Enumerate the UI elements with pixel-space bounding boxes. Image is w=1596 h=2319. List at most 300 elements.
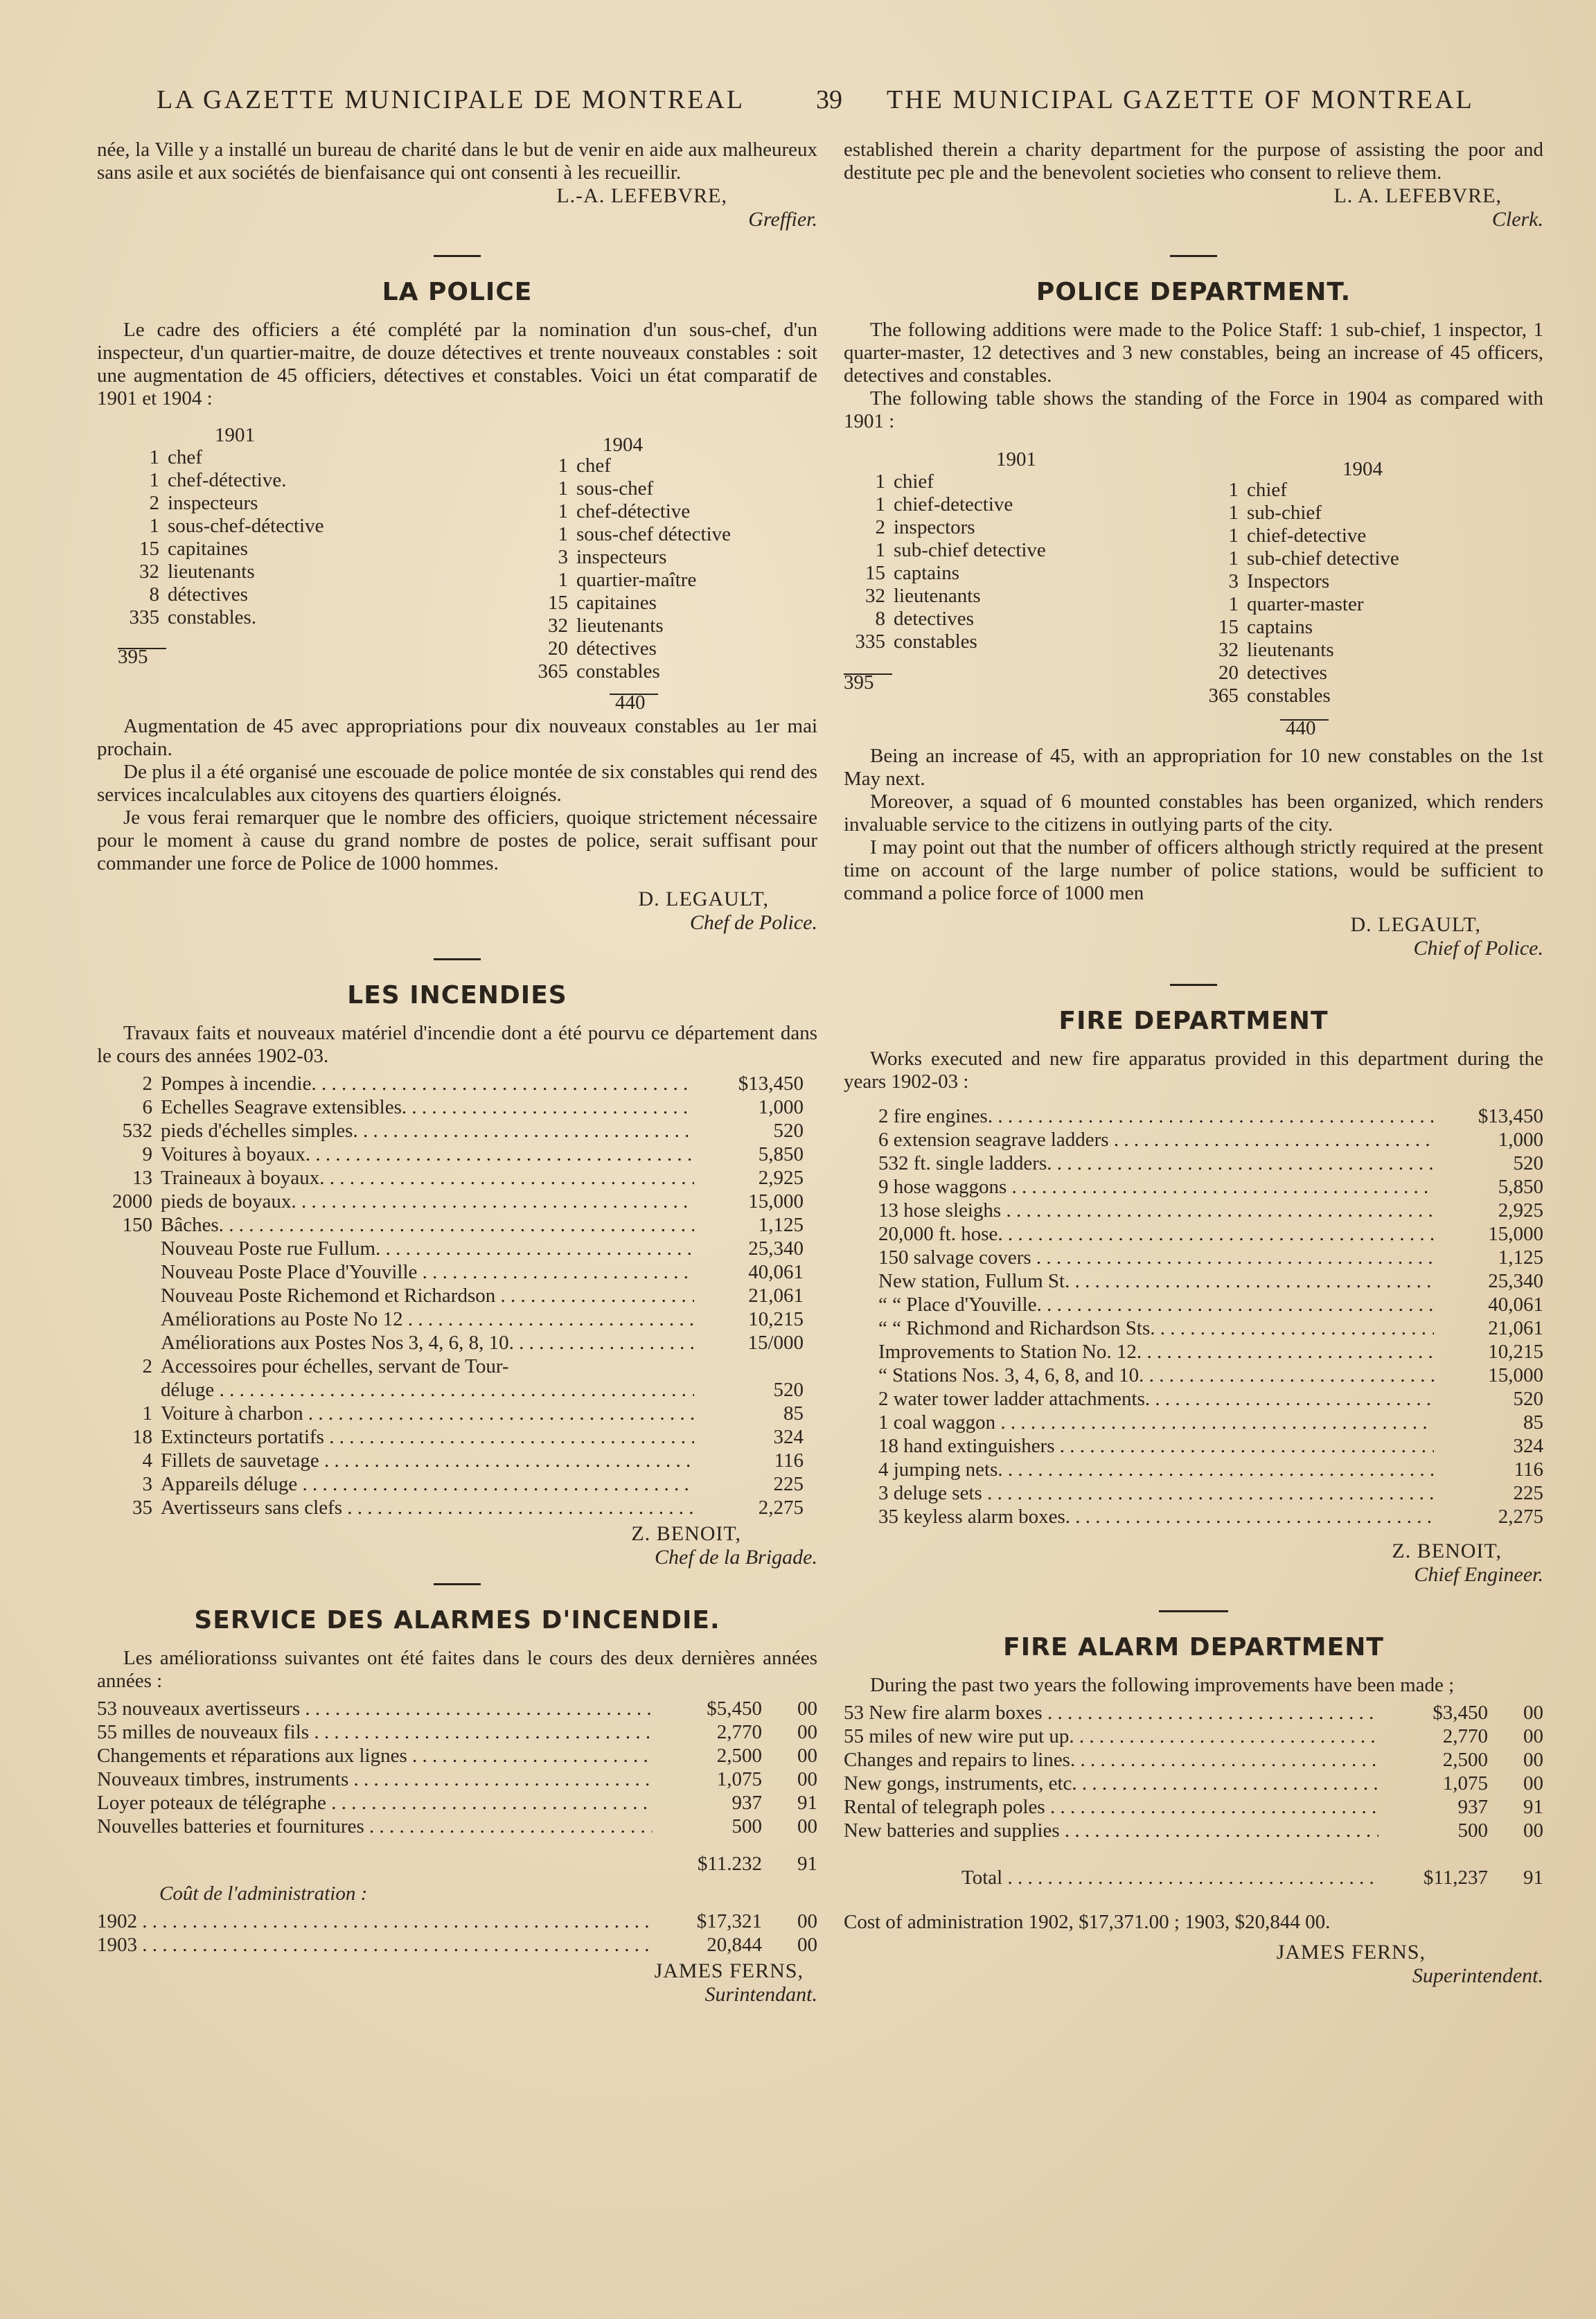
item-amount: 520: [1513, 1152, 1543, 1174]
item-description: Nouvelles batteries et fournitures . . .: [97, 1815, 653, 1838]
alarm-total-row: [97, 1852, 817, 1876]
roster-row: [1190, 479, 1399, 502]
item-amount: 2,925: [1498, 1199, 1543, 1222]
item-description: 532 ft. single ladders. . . .: [878, 1152, 1434, 1175]
item-cents: 00: [797, 1721, 817, 1743]
item-cents: 00: [1523, 1702, 1543, 1724]
english-title: THE MUNICIPAL GAZETTE OF MONTREAL: [887, 85, 1474, 114]
item-amount: 20,844: [707, 1934, 762, 1956]
roster-rank: inspecteurs: [168, 492, 258, 514]
roster-count: 32: [1218, 639, 1239, 661]
ledger-row: [844, 1701, 1543, 1725]
item-description: Pompes à incendie. . . .: [161, 1072, 694, 1095]
roster-count: 15: [865, 562, 885, 584]
roster-row: [844, 493, 1046, 516]
item-description: New gongs, instruments, etc. . . .: [844, 1772, 1378, 1795]
roster-rank: lieutenants: [168, 561, 255, 583]
roster-rank: sous-chef: [576, 477, 654, 500]
roster-row: [844, 631, 1046, 653]
signature: [97, 1959, 817, 2007]
ledger-row: [844, 1748, 1543, 1772]
ledger-row: [97, 1767, 817, 1791]
roster-rank: capitaines: [168, 538, 248, 560]
item-description: 6 extension seagrave ladders . . .: [878, 1128, 1434, 1152]
signature-role: Surintendant.: [704, 1983, 817, 2006]
item-cents: 00: [797, 1698, 817, 1720]
ledger-row: [844, 1795, 1543, 1819]
ledger-row: [97, 1815, 817, 1838]
roster-rank: détectives: [168, 583, 248, 606]
item-description: Bâches. . . .: [161, 1213, 694, 1237]
signature: [844, 1540, 1543, 1587]
roster-row: [520, 569, 731, 592]
alarm-paragraph: During the past two years the following improvements have been made ;: [870, 1674, 1455, 1696]
item-amount: 85: [783, 1402, 804, 1425]
item-amount: 10,215: [1488, 1341, 1543, 1363]
roster-rank: capitaines: [576, 592, 657, 614]
item-amount: $3,450: [1433, 1702, 1488, 1724]
ledger-row: [97, 1355, 804, 1378]
roster-rank: quartier-maître: [576, 569, 697, 591]
item-quantity: 6: [142, 1096, 152, 1118]
signature-name: JAMES FERNS,: [654, 1959, 804, 1982]
item-quantity: 2000: [112, 1190, 152, 1213]
roster-count: 32: [548, 615, 568, 637]
item-amount: $17,321: [696, 1910, 762, 1932]
police-paragraph: Je vous ferai remarquer que le nombre des officiers, quoique strictement nécessaire pour le moment à cause du grand nombre de postes de police, serait suffisant pour commander une force de Police de 1000 hommes.: [97, 806, 817, 874]
item-description: 13 hose sleighs . . .: [878, 1199, 1434, 1222]
roster-row: [520, 592, 731, 615]
roster-count: 3: [1228, 570, 1239, 592]
item-amount: 2,275: [758, 1497, 804, 1519]
item-amount: 1,125: [758, 1214, 804, 1236]
item-description: Nouveau Poste rue Fullum. . . .: [161, 1237, 694, 1260]
roster-rank: chef: [168, 446, 202, 468]
item-quantity: 532: [122, 1120, 152, 1142]
item-amount: 1,000: [1498, 1129, 1543, 1151]
roster-count: 20: [548, 637, 568, 660]
item-quantity: 4: [142, 1449, 152, 1472]
ledger-row: [97, 1744, 817, 1767]
section-heading: FIRE ALARM DEPARTMENT: [1003, 1633, 1384, 1661]
roster-rank: chief-detective: [894, 493, 1013, 515]
item-description: Loyer poteaux de télégraphe . . .: [97, 1791, 653, 1815]
ledger-row: [97, 1307, 804, 1331]
roster-row: [118, 583, 323, 606]
item-cents: 91: [797, 1792, 817, 1814]
roster-row: [118, 515, 323, 538]
item-amount: 116: [774, 1449, 804, 1472]
ledger-row: [878, 1411, 1543, 1434]
item-description: “ “ Richmond and Richardson Sts. . . .: [878, 1316, 1434, 1340]
ledger-row: [97, 1697, 817, 1720]
roster-count: 3: [558, 546, 568, 568]
police-paragraph: The following additions were made to the Police Staff: 1 sub-chief, 1 inspector, 1 quarter-master, 12 detectives and 3 new constables, being an increase of 45 officers, detectives and constables.: [844, 319, 1543, 387]
roster-rank: chef-détective.: [168, 469, 287, 491]
item-description: 55 miles of new wire put up. . . .: [844, 1725, 1378, 1748]
ledger-row: [97, 1791, 817, 1815]
item-quantity: 2: [142, 1073, 152, 1095]
signature-role: Superintendent.: [1412, 1964, 1543, 1987]
roster-rank: captains: [894, 562, 960, 584]
roster-row: [520, 500, 731, 523]
cost-ledger: [97, 1910, 817, 1957]
item-cents: 00: [797, 1910, 817, 1932]
roster-count: 2: [875, 516, 885, 538]
ledger-row: [878, 1458, 1543, 1481]
ledger-row: [97, 1095, 804, 1119]
item-amount: 520: [773, 1379, 804, 1401]
item-description: Voiture à charbon . . .: [161, 1402, 694, 1425]
roster-count: 1: [1228, 479, 1239, 501]
item-amount: 40,061: [748, 1261, 804, 1283]
roster-row: [844, 608, 1046, 631]
roster-row: [520, 455, 731, 477]
roster-count: 365: [1208, 685, 1239, 707]
item-description: Traineaux à boyaux. . . .: [161, 1166, 694, 1190]
roster-row: [520, 615, 731, 637]
roster-count: 1: [875, 539, 885, 561]
section-heading: LA POLICE: [382, 278, 533, 306]
signature-role: Greffier.: [748, 208, 817, 231]
roster-rank: chief-detective: [1247, 524, 1367, 547]
ledger-row: [878, 1505, 1543, 1528]
roster-rank: détectives: [576, 637, 657, 660]
ledger-row: [97, 1166, 804, 1190]
roster-rank: constables: [576, 660, 660, 682]
roster-count: 1: [1228, 524, 1239, 547]
roster-rank: sub-chief: [1247, 502, 1322, 524]
roster-count: 1: [558, 569, 568, 591]
roster-rank: chef: [576, 455, 611, 477]
item-amount: 520: [1513, 1388, 1543, 1410]
total-amount: $11.232: [697, 1853, 762, 1875]
roster-table: [844, 433, 1543, 745]
item-description: 1 coal waggon . . .: [878, 1411, 1434, 1434]
ledger-row: [97, 1072, 804, 1095]
item-amount: $13,450: [738, 1073, 804, 1095]
item-amount: 2,500: [716, 1745, 762, 1767]
item-amount: 937: [1457, 1796, 1488, 1818]
ledger-row: [878, 1434, 1543, 1458]
item-description: Changes and repairs to lines. . . .: [844, 1748, 1378, 1772]
roster-count: 8: [149, 583, 159, 606]
item-amount: 2,770: [716, 1721, 762, 1743]
total-amount: $11,237: [1423, 1867, 1488, 1889]
item-quantity: 35: [132, 1497, 152, 1519]
item-quantity: 13: [132, 1167, 152, 1189]
roster-row: [844, 470, 1046, 493]
item-description: 150 salvage covers . . .: [878, 1246, 1434, 1269]
roster-rank: quarter-master: [1247, 593, 1364, 615]
item-amount: 500: [1457, 1819, 1488, 1842]
roster-row: [118, 561, 323, 583]
roster-rank: detectives: [1247, 662, 1327, 684]
item-amount: 1,125: [1498, 1246, 1543, 1269]
ledger-row: [878, 1104, 1543, 1128]
item-cents: 00: [1523, 1725, 1543, 1747]
roster-rank: constables: [1247, 685, 1331, 707]
item-description: 53 nouveaux avertisseurs . . .: [97, 1697, 653, 1720]
roster-count: 365: [538, 660, 568, 682]
item-quantity: 9: [142, 1143, 152, 1165]
ledger-row: [878, 1316, 1543, 1340]
item-description: 1903 . . .: [97, 1933, 653, 1957]
roster-table: [97, 410, 817, 715]
roster-row: [118, 492, 323, 515]
roster-total-1901: [844, 662, 892, 694]
roster-row: [1190, 570, 1399, 593]
ledger-row: [97, 1425, 804, 1449]
roster-rank: chef-détective: [576, 500, 691, 522]
fire-ledger: [97, 1072, 817, 1519]
roster-row: [520, 546, 731, 569]
roster-row: [118, 606, 323, 629]
ledger-row: [97, 1496, 804, 1519]
signature-name: JAMES FERNS,: [1276, 1941, 1426, 1964]
item-amount: 15/000: [747, 1332, 804, 1354]
ledger-row: [878, 1481, 1543, 1505]
ledger-row: [97, 1284, 804, 1307]
roster-list-1904: [1190, 479, 1399, 707]
roster-rank: lieutenants: [576, 615, 664, 637]
item-description: 18 hand extinguishers . . .: [878, 1434, 1434, 1458]
signature: [844, 184, 1543, 231]
item-amount: 15,000: [748, 1190, 804, 1213]
ledger-row: [97, 1472, 804, 1496]
item-amount: 324: [1513, 1435, 1543, 1457]
english-column: [844, 139, 1543, 1988]
item-description: Voitures à boyaux. . . .: [161, 1143, 694, 1166]
roster-row: [520, 523, 731, 546]
item-amount: 324: [773, 1426, 804, 1448]
fire-paragraph: Travaux faits et nouveaux matériel d'incendie dont a été pourvu ce département dans le cours des années 1902-03.: [97, 1022, 817, 1067]
roster-year-1901: 1901: [996, 448, 1036, 470]
ledger-row: [878, 1175, 1543, 1199]
police-paragraph: Moreover, a squad of 6 mounted constables has been organized, which renders invaluable service to the citizens in outlying parts of the city.: [844, 791, 1543, 836]
cost-heading: Coût de l'administration :: [159, 1882, 368, 1905]
ledger-row: [97, 1260, 804, 1284]
item-description: 55 milles de nouveaux fils . . .: [97, 1720, 653, 1744]
item-description: 9 hose waggons . . .: [878, 1175, 1434, 1199]
total-label: Total . . .: [961, 1866, 1378, 1889]
roster-row: [1190, 662, 1399, 685]
item-quantity: 18: [132, 1426, 152, 1448]
item-description: Appareils déluge . . .: [161, 1472, 694, 1496]
item-quantity: 150: [122, 1214, 152, 1236]
item-description: pieds d'échelles simples. . . .: [161, 1119, 694, 1143]
signature: [97, 888, 817, 935]
item-description: Extincteurs portatifs . . .: [161, 1425, 694, 1449]
signature-role: Chief Engineer.: [1414, 1563, 1543, 1586]
police-paragraph: Le cadre des officiers a été complété par la nomination d'un sous-chef, d'un inspecteur, d'un quartier-maitre, de douze détectives et trente nouveaux constables : soit une augmentation de 45 officiers, détectives et constables. Voici un état comparatif de 1901 et 1904 :: [97, 319, 817, 409]
roster-row: [520, 637, 731, 660]
police-paragraph: I may point out that the number of officers although strictly required at the present time on account of the large number of police stations, would be sufficient to command a police force of 1000 men: [844, 836, 1543, 904]
roster-count: 1: [1228, 547, 1239, 570]
item-amount: $5,450: [707, 1698, 762, 1720]
item-description: Avertisseurs sans clefs . . .: [161, 1496, 694, 1519]
signature-role: Chef de Police.: [689, 911, 817, 934]
item-description: “ “ Place d'Youville. . . .: [878, 1293, 1434, 1316]
total-value: 440: [1286, 717, 1316, 739]
section-heading: FIRE DEPARTMENT: [1058, 1007, 1329, 1035]
item-amount: 40,061: [1488, 1294, 1543, 1316]
item-cents: 00: [1523, 1819, 1543, 1842]
roster-count: 2: [149, 492, 159, 514]
roster-total-1901: [118, 636, 166, 669]
item-amount: 25,340: [1488, 1270, 1543, 1292]
item-amount: 21,061: [748, 1285, 804, 1307]
item-cents: 00: [797, 1815, 817, 1837]
roster-count: 1: [1228, 502, 1239, 524]
roster-row: [844, 516, 1046, 539]
roster-count: 15: [548, 592, 568, 614]
roster-row: [844, 585, 1046, 608]
roster-rank: sub-chief detective: [894, 539, 1046, 561]
item-description: Nouveau Poste Place d'Youville . . .: [161, 1260, 694, 1284]
signature-role: Chef de la Brigade.: [655, 1546, 817, 1569]
item-amount: 225: [773, 1473, 804, 1495]
item-amount: 15,000: [1488, 1364, 1543, 1386]
item-description: Echelles Seagrave extensibles. . . .: [161, 1095, 694, 1119]
ledger-row: [844, 1772, 1543, 1795]
item-amount: 85: [1523, 1411, 1543, 1434]
alarm-ledger: [97, 1697, 817, 1838]
roster-list-1904: [520, 455, 731, 683]
roster-rank: chief: [894, 470, 934, 493]
signature: [97, 184, 817, 231]
item-description: Changements et réparations aux lignes . . .: [97, 1744, 653, 1767]
section-divider: [434, 255, 481, 257]
ledger-row: [878, 1293, 1543, 1316]
roster-year-1901: 1901: [215, 424, 255, 446]
ledger-row: [97, 1143, 804, 1166]
item-cents: 00: [1523, 1772, 1543, 1795]
roster-count: 32: [865, 585, 885, 607]
item-description: Improvements to Station No. 12. . . .: [878, 1340, 1434, 1364]
ledger-row: [878, 1246, 1543, 1269]
item-amount: 1,075: [716, 1768, 762, 1790]
intro-paragraph: established therein a charity department for the purpose of assisting the poor and destitute pec ple and the benevolent societies who consent to relieve them.: [844, 139, 1543, 184]
ledger-row: [878, 1128, 1543, 1152]
section-heading: LES INCENDIES: [347, 981, 567, 1009]
item-amount: 5,850: [1498, 1176, 1543, 1198]
signature-name: Z. BENOIT,: [1392, 1540, 1502, 1562]
roster-row: [1190, 524, 1399, 547]
item-amount: 25,340: [748, 1237, 804, 1260]
signature: [844, 1941, 1543, 1988]
item-amount: 2,770: [1442, 1725, 1488, 1747]
roster-row: [1190, 639, 1399, 662]
ledger-row: [97, 1119, 804, 1143]
running-head: [0, 85, 1596, 119]
item-amount: 15,000: [1488, 1223, 1543, 1245]
roster-row: [520, 660, 731, 683]
item-cents: 00: [797, 1768, 817, 1790]
item-amount: 5,850: [758, 1143, 804, 1165]
roster-rank: sous-chef détective: [576, 523, 732, 545]
item-description: 2 fire engines. . . .: [878, 1104, 1434, 1128]
ledger-row: [97, 1449, 804, 1472]
item-amount: 1,075: [1442, 1772, 1488, 1795]
item-amount: 116: [1514, 1458, 1543, 1481]
item-description: Améliorations aux Postes Nos 3, 4, 6, 8, 10. . . .: [161, 1331, 694, 1355]
signature-role: Clerk.: [1491, 208, 1543, 231]
item-amount: 2,275: [1498, 1506, 1543, 1528]
item-description: Nouveau Poste Richemond et Richardson . . .: [161, 1284, 694, 1307]
item-cents: 91: [1523, 1796, 1543, 1818]
signature-name: L.-A. LEFEBVRE,: [556, 184, 727, 207]
item-amount: 937: [732, 1792, 762, 1814]
item-quantity: 3: [142, 1473, 152, 1495]
ledger-row: [97, 1933, 817, 1957]
ledger-row: [878, 1269, 1543, 1293]
section-divider: [1170, 984, 1217, 986]
ledger-row: [878, 1364, 1543, 1387]
roster-count: 1: [558, 500, 568, 522]
roster-count: 1: [1228, 593, 1239, 615]
item-amount: 500: [732, 1815, 762, 1837]
police-paragraph: The following table shows the standing of the Force in 1904 as compared with 1901 :: [844, 387, 1543, 432]
total-cents: 91: [797, 1853, 817, 1875]
item-description: “ Stations Nos. 3, 4, 6, 8, and 10. . . .: [878, 1364, 1434, 1387]
police-paragraph: Augmentation de 45 avec appropriations pour dix nouveaux constables au 1er mai prochain.: [97, 715, 817, 760]
item-amount: $13,450: [1478, 1105, 1543, 1127]
police-paragraph: Being an increase of 45, with an appropriation for 10 new constables on the 1st May next.: [844, 745, 1543, 790]
roster-row: [520, 477, 731, 500]
roster-row: [118, 446, 323, 469]
roster-count: 335: [129, 606, 159, 628]
ledger-row: [878, 1340, 1543, 1364]
roster-count: 8: [875, 608, 885, 630]
total-cents: 91: [1523, 1867, 1543, 1889]
ledger-row: [97, 1720, 817, 1744]
roster-count: 1: [558, 455, 568, 477]
roster-count: 1: [149, 515, 159, 537]
fire-paragraph: Works executed and new fire apparatus provided in this department during the years 1902-03 :: [844, 1048, 1543, 1093]
ledger-row: [97, 1190, 804, 1213]
alarm-ledger: [844, 1701, 1543, 1842]
ledger-row: [97, 1213, 804, 1237]
ledger-row: [878, 1222, 1543, 1246]
item-description: 4 jumping nets. . . .: [878, 1458, 1434, 1481]
section-divider: [434, 958, 481, 960]
ledger-row: [97, 1237, 804, 1260]
item-description: déluge . . .: [161, 1378, 694, 1402]
item-description: pieds de boyaux. . . .: [161, 1190, 694, 1213]
ledger-row: [878, 1152, 1543, 1175]
roster-total-1904: [1280, 707, 1329, 740]
item-amount: 2,500: [1442, 1749, 1488, 1771]
section-divider: [1170, 255, 1217, 257]
item-description: New batteries and supplies . . .: [844, 1819, 1378, 1842]
roster-row: [844, 539, 1046, 562]
item-cents: 00: [1523, 1749, 1543, 1771]
item-description: Nouveaux timbres, instruments . . .: [97, 1767, 653, 1791]
signature: [97, 1522, 817, 1569]
item-description: 3 deluge sets . . .: [878, 1481, 1434, 1505]
ledger-row: [97, 1378, 804, 1402]
roster-count: 1: [875, 470, 885, 493]
roster-count: 1: [875, 493, 885, 515]
alarm-paragraph: Les améliorationss suivantes ont été faites dans le cours des deux dernières années années :: [97, 1647, 817, 1692]
roster-rank: Inspectors: [1247, 570, 1330, 592]
signature-role: Chief of Police.: [1413, 937, 1543, 960]
total-value: 395: [118, 646, 148, 668]
roster-rank: detectives: [894, 608, 974, 630]
roster-count: 20: [1218, 662, 1239, 684]
item-amount: 10,215: [748, 1308, 804, 1330]
